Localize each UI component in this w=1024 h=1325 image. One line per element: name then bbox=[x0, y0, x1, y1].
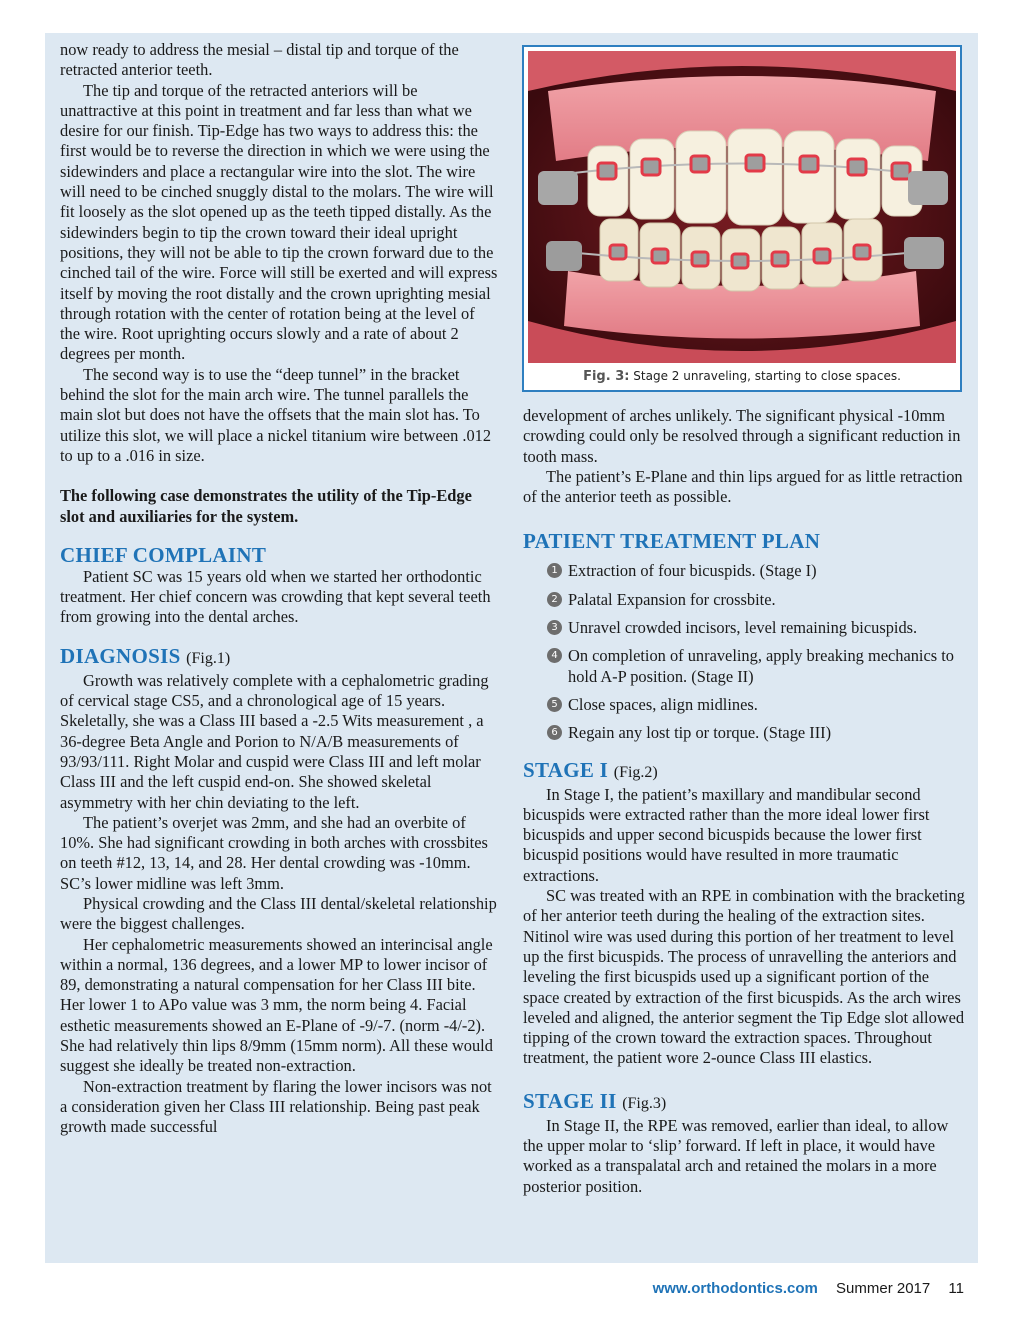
paragraph-stage-1-extraction: In Stage I, the patient’s maxillary and mandibular second bicuspids were extracted rather than the more ideal lower first bicuspids and upper second bicuspids because the lower first bicuspid positions would have resulted in more traumatic extractions. bbox=[523, 784, 930, 885]
step-number-badge: 6 bbox=[547, 725, 562, 740]
paragraph-diagnosis-challenges: Physical crowding and the Class III dental/skeletal relationship were the biggest challenges. bbox=[60, 893, 497, 934]
right-column bbox=[523, 406, 965, 1197]
treatment-plan-item bbox=[523, 561, 965, 581]
paragraph-diagnosis-overjet: The patient’s overjet was 2mm, and she had an overbite of 10%. She had significant crowding in both arches with crossbites on teeth #12, 13, 14, and 28. Her dental crowding was -10mm. SC’s lower midline was left 3mm. bbox=[60, 812, 488, 893]
treatment-plan-item bbox=[523, 618, 965, 638]
treatment-plan-list bbox=[523, 561, 965, 743]
paragraph-diagnosis-cephalometric: Her cephalometric measurements showed an interincisal angle within a normal, 136 degrees, and a lower MP to lower incisor of 89, demonstrating a natural compensation for her Class III bite. Her lower 1 to APo value was 3 mm, the norm being 4. Facial esthetic measurements showed an E-Plane of -9/-7. (norm -4/-2). She had relatively thin lips 8/9mm (15mm norm). All these would suggest she ideally be treated non-extraction. bbox=[60, 934, 493, 1076]
paragraph-deep-tunnel: The second way is to use the “deep tunnel” in the bracket behind the slot for the main arch wire. The tunnel parallels the main slot but does not have the offsets that the main slot has. To utilize this slot, we will place a nickel titanium wire between .012 to up to a .016 in size. bbox=[60, 364, 492, 465]
page-footer bbox=[653, 1280, 964, 1297]
website-link[interactable]: www.orthodontics.com bbox=[652, 1280, 818, 1297]
heading-treatment-plan bbox=[523, 529, 965, 553]
paragraph-stage-2: In Stage II, the RPE was removed, earlier than ideal, to allow the upper molar to ‘slip’ forward. If left in place, it would have worked as a transpalatal arch and retained the molars in a more posterior position. bbox=[523, 1115, 949, 1196]
teeth-photo bbox=[528, 51, 956, 363]
step-number-badge: 4 bbox=[547, 648, 562, 663]
step-number-badge: 2 bbox=[547, 592, 562, 607]
heading-diagnosis-text: DIAGNOSIS bbox=[60, 643, 181, 668]
page-number: 11 bbox=[948, 1280, 964, 1297]
treatment-plan-item bbox=[523, 590, 965, 610]
paragraph-continuation: development of arches unlikely. The significant physical -10mm crowding could only be resolved through a significant reduction in tooth mass. bbox=[523, 406, 961, 466]
treatment-plan-text: Unravel crowded incisors, level remaining bicuspids. bbox=[568, 618, 918, 638]
heading-chief-text: CHIEF COMPLAINT bbox=[60, 542, 267, 567]
paragraph-case-lead: The following case demonstrates the utility of the Tip-Edge slot and auxiliaries for the system. bbox=[60, 486, 472, 526]
figure-reference: (Fig.2) bbox=[613, 763, 658, 781]
paragraph-intro: now ready to address the mesial – distal tip and torque of the retracted anterior teeth. bbox=[60, 40, 459, 80]
figure-reference: (Fig.1) bbox=[186, 649, 231, 667]
heading-treatment-plan-text: PATIENT TREATMENT PLAN bbox=[523, 529, 821, 554]
paragraph-diagnosis-growth: Growth was relatively complete with a cephalometric grading of cervical stage CS5, and a chronological age of 15 years. Skeletally, she was a Class III based a -2.5 Wits measurement , a 36-degree Beta Angle and Porion to N/A/B measurements of 93/93/111. Right Molar and cuspid were Class III and left molar Class III and the left cuspid end-on. She showed skeletal asymmetry with her chin deviating to the left. bbox=[60, 670, 489, 812]
figure-reference: (Fig.3) bbox=[622, 1094, 667, 1112]
figure-label: Fig. 3: bbox=[583, 369, 630, 384]
figure-3 bbox=[522, 45, 962, 392]
heading-chief-complaint bbox=[60, 543, 498, 567]
paragraph-tip-torque: The tip and torque of the retracted anteriors will be unattractive at this point in treatment and far less than what we desire for our finish. Tip-Edge has two ways to address this: the first would be to reverse the direction in which we were using the sidewinders and place a rectangular wire into the slot. The wire will need to be cinched snuggly distal to the molars. The wire will fit loosely as the slot opened up as the teeth tipped distally. As the sidewinders begin to tip the crown toward their ideal upright positions, they will not be able to tip the crown forward due to the cinched tail of the wire. Force will still be exerted and will express itself by moving the root distally and the crown uprighting mesial through rotation with the center of rotation being at the level of the wire. Root uprighting occurs slowly and a rate of about 2 degrees per month. bbox=[60, 80, 498, 364]
heading-stage-2 bbox=[523, 1089, 965, 1116]
treatment-plan-text: On completion of unraveling, apply breaking mechanics to hold A-P position. (Stage II) bbox=[568, 646, 954, 686]
paragraph-eplane: The patient’s E-Plane and thin lips argued for as little retraction of the anterior teeth as possible. bbox=[523, 466, 963, 507]
heading-diagnosis bbox=[60, 644, 498, 671]
paragraph-chief-complaint: Patient SC was 15 years old when we started her orthodontic treatment. Her chief concern was crowding that kept several teeth from growing into the dental arches. bbox=[60, 566, 491, 627]
braces-illustration bbox=[528, 51, 956, 363]
treatment-plan-text: Extraction of four bicuspids. (Stage I) bbox=[568, 561, 817, 581]
step-number-badge: 3 bbox=[547, 620, 562, 635]
treatment-plan-item bbox=[523, 695, 965, 715]
issue-date: Summer 2017 bbox=[836, 1280, 931, 1297]
treatment-plan-text: Close spaces, align midlines. bbox=[568, 694, 758, 714]
heading-stage-1-text: STAGE I bbox=[523, 757, 609, 782]
step-number-badge: 1 bbox=[547, 563, 562, 578]
treatment-plan-item bbox=[523, 646, 965, 687]
treatment-plan-text: Palatal Expansion for crossbite. bbox=[568, 589, 776, 609]
heading-stage-1 bbox=[523, 758, 965, 785]
treatment-plan-text: Regain any lost tip or torque. (Stage III) bbox=[568, 723, 832, 743]
figure-caption-text: Stage 2 unraveling, starting to close spaces. bbox=[633, 369, 901, 383]
heading-stage-2-text: STAGE II bbox=[523, 1088, 617, 1113]
left-column bbox=[60, 40, 498, 1138]
treatment-plan-item bbox=[523, 723, 965, 743]
paragraph-diagnosis-nonextraction: Non-extraction treatment by flaring the lower incisors was not a consideration given her Class III relationship. Being past peak growth made successful bbox=[60, 1076, 492, 1137]
figure-caption bbox=[524, 369, 960, 384]
step-number-badge: 5 bbox=[547, 697, 562, 712]
paragraph-stage-1-rpe: SC was treated with an RPE in combination with the bracketing of her anterior teeth during the healing of the extraction sites. Nitinol wire was used during this portion of her treatment to level up the first bicuspids. The process of unravelling the anteriors and leveling the first bicuspids used up a significant portion of the space created by extraction of the first bicuspids. As the arch wires leveled and aligned, the anterior segment the Tip Edge slot allowed tipping of the crown toward the extraction spaces. Throughout treatment, the patient wore 2-ounce Class III elastics. bbox=[523, 886, 965, 1068]
